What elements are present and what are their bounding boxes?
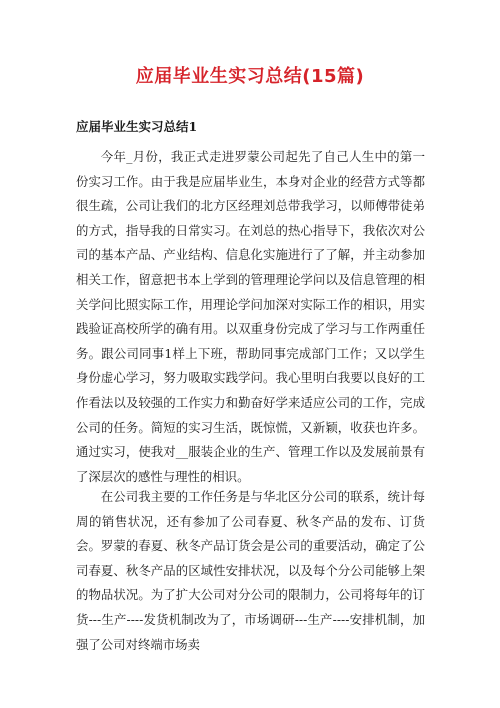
body-paragraph: 在公司我主要的工作任务是与华北区分公司的联系，统计每周的销售状况，还有参加了公司春夏、秋冬产品的发布、订货会。罗蒙的春夏、秋冬产品订货会是公司的重要活动，确定了公司春夏、秋冬产品的区域性安排状况，以及每个分公司能够上架的物品状况。为了扩大公司对分公司的限制力，公司将每年的订货---生产----发货机制改为了，市场调研---生产----安排机制，加强了公司对终端市场卖 <box>76 489 425 652</box>
section-heading: 应届毕业生实习总结1 <box>76 119 198 134</box>
document-title: 应届毕业生实习总结(15篇) <box>135 66 365 87</box>
body-paragraph: 今年_月份，我正式走进罗蒙公司起先了自己人生中的第一份实习工作。由于我是应届毕业生，本身对企业的经营方式等都很生疏，公司让我们的北方区经理刘总带我学习，以师傅带徒弟的方式，指导我的日常实习。在刘总的热心指导下，我依次对公司的基本产品、产业结构、信息化实施进行了了解，并主动参加相关工作，留意把书本上学到的管理理论学问以及信息管理的相关学问比照实际工作，用理论学问加深对实际工作的相识，用实践验证高校所学的确有用。以双重身份完成了学习与工作两重任务。跟公司同事1样上下班，帮助同事完成部门工作；又以学生身份虚心学习，努力吸取实践学问。我心里明白我要以良好的工作看法以及较强的工作实力和勤奋好学来适应公司的工作，完成公司的任务。简短的实习生活，既惊慌，又新颖，收获也许多。通过实习，使我对__服装企业的生产、管理工作以及发展前景有了深层次的感性与理性的相识。 <box>76 149 425 484</box>
